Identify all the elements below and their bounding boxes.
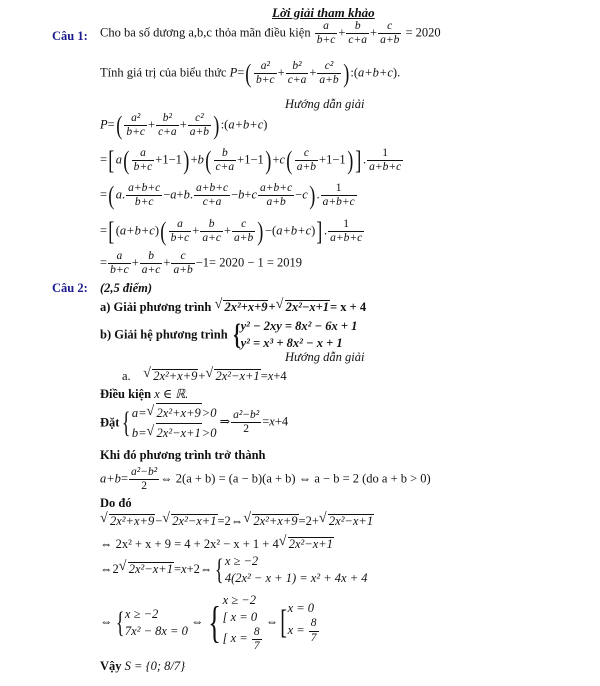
q2-condition-label: Điều kiện: [100, 387, 152, 401]
q2-step-4: ⇔{x ≥ −2 7x² − 8x = 0 ⇔{ x ≥ −2 [ x = 0 [ x = $\frac{8}{7}$ ⇔[x = 0 x = $\frac{8}{7}$: [100, 593, 317, 652]
q2-conclusion-label: Vậy: [100, 659, 122, 673]
q2-a-eq: = x + 4: [330, 300, 367, 314]
q2-system-eq-2: y² = x³ + 8x² − x + 1: [240, 335, 343, 350]
page-title: Lời giải tham khảo: [272, 5, 375, 20]
q1-guide-heading: Hướng dẫn giải: [285, 97, 365, 111]
q2-part-a-label: a.: [122, 369, 131, 383]
q2-ab-equation: a+b= $\frac{\text{a²−b²}}{2}$ ⇔ 2(a + b) = (a − b)(a + b) ⇔ a − b = 2 (do a + b > 0): [100, 466, 431, 493]
question-2-points: (2,5 điểm): [100, 281, 153, 295]
q2-step-1: √ 2x²+x+9−√ 2x²−x+1=2⇔√ 2x²+x+9=2+√ 2x²−x+1: [100, 514, 374, 528]
q1-cond-value: = 2020: [405, 25, 441, 40]
q2-step-3: ⇔2√ 2x²−x+1=x+2⇔{x ≥ −2 4(2x² − x + 1) = x² + 4x + 4: [100, 553, 368, 587]
question-1-label: Câu 1:: [52, 29, 88, 43]
q2-ab-eq-text: ⇔ 2(a + b) = (a − b)(a + b) ⇔ a − b = 2 (do a + b > 0): [160, 471, 431, 486]
question-2-label: Câu 2:: [52, 281, 88, 295]
q2-a-text: a) Giải phương trình: [100, 300, 212, 314]
q2-part-a-statement: a) Giải phương trình √ 2x²+x+9+√ 2x²−x+1= x + 4: [100, 300, 366, 314]
q1-result: = 2020 − 1 = 2019: [209, 255, 303, 270]
q2-part-b-statement: b) Giải hệ phương trình {y² − 2xy = 8x² − 6x + 1 y² = x³ + 8x² − x + 1: [100, 317, 358, 351]
q1-ask-text: Tính giá trị của biểu thức: [100, 65, 227, 80]
q2-guide-heading: Hướng dẫn giải: [285, 350, 365, 364]
q2-conclusion: [100, 660, 185, 673]
q2-then-text: Khi đó phương trình trở thành: [100, 448, 266, 462]
q1-solution-line-5: = $\frac{a}{b+c}$ + $\frac{b}{a+c}$ + $\frac{c}{a+b}$ −1= 2020 − 1 = 2019: [100, 250, 303, 277]
q2-step-2: ⇔ 2x² + x + 9 = 4 + 2x² − x + 1 + 4√ 2x²−x+1: [100, 537, 334, 551]
q2-therefore-text: Do đó: [100, 496, 132, 510]
q1-solution-line-1: P=( $\frac{\text{a²}}{b+c}$ + $\frac{\text{b²}}{c+a}$ + $\frac{\text{c²}}{a+b}$ ):(a+b+c): [100, 110, 268, 140]
question-1-statement: Cho ba số dương a,b,c thỏa mãn điều kiện $\frac{a}{b+c}$ + $\frac{b}{c+a}$ + $\frac{c}{a+b}$ = 2020: [100, 20, 441, 47]
q1-solution-line-3: =(a. $\frac{a+b+c}{b+c}$ −a+b. $\frac{a+b+c}{c+a}$ −b+c $\frac{a+b+c}{a+b}$ −c). $\frac{1}{a+b+c}$: [100, 180, 355, 210]
q2-b-text: b) Giải hệ phương trình: [100, 327, 228, 342]
q2-substitution-label: Đặt: [100, 415, 120, 430]
q1-stmt-text: Cho ba số dương a,b,c thỏa mãn điều kiện: [100, 25, 311, 40]
q2-system-eq-1: y² − 2xy = 8x² − 6x + 1: [240, 319, 358, 333]
q2-part-a-solution-header: a. √ 2x²+x+9+√ 2x²−x+1=x+4: [122, 369, 287, 383]
q2-substitution: Đặt{a=√ 2x²+x+9>0 b=√ 2x²−x+1>0 ⇒ $\frac{\text{a²−b²}}{2}$ =x+4: [100, 403, 288, 443]
q2-condition-set: x ∈ ℝ.: [154, 387, 189, 401]
q1-solution-line-4: =[(a+b+c)( $\frac{a}{b+c}$ + $\frac{b}{a+c}$ + $\frac{c}{a+b}$ )−(a+b+c)]. $\frac{1}{a+b+c}$: [100, 216, 363, 246]
q2-solution-set: S = {0; 8/7}: [124, 659, 186, 673]
q2-condition: [100, 388, 188, 401]
question-1-ask: Tính giá trị của biểu thức P=( $\frac{\text{a²}}{b+c}$ + $\frac{\text{b²}}{c+a}$ + $\frac{\text{c²}}{a+b}$ ):(a+b+c).: [100, 58, 401, 88]
q1-solution-line-2: =[a( $\frac{a}{b+c}$ +1−1)+b( $\frac{b}{c+a}$ +1−1)+c( $\frac{c}{a+b}$ +1−1) ]. $\frac{1}{a+b+c}$: [100, 145, 402, 175]
q2-step-2-text: ⇔ 2x² + x + 9 = 4 + 2x² − x + 1 + 4: [100, 537, 279, 551]
